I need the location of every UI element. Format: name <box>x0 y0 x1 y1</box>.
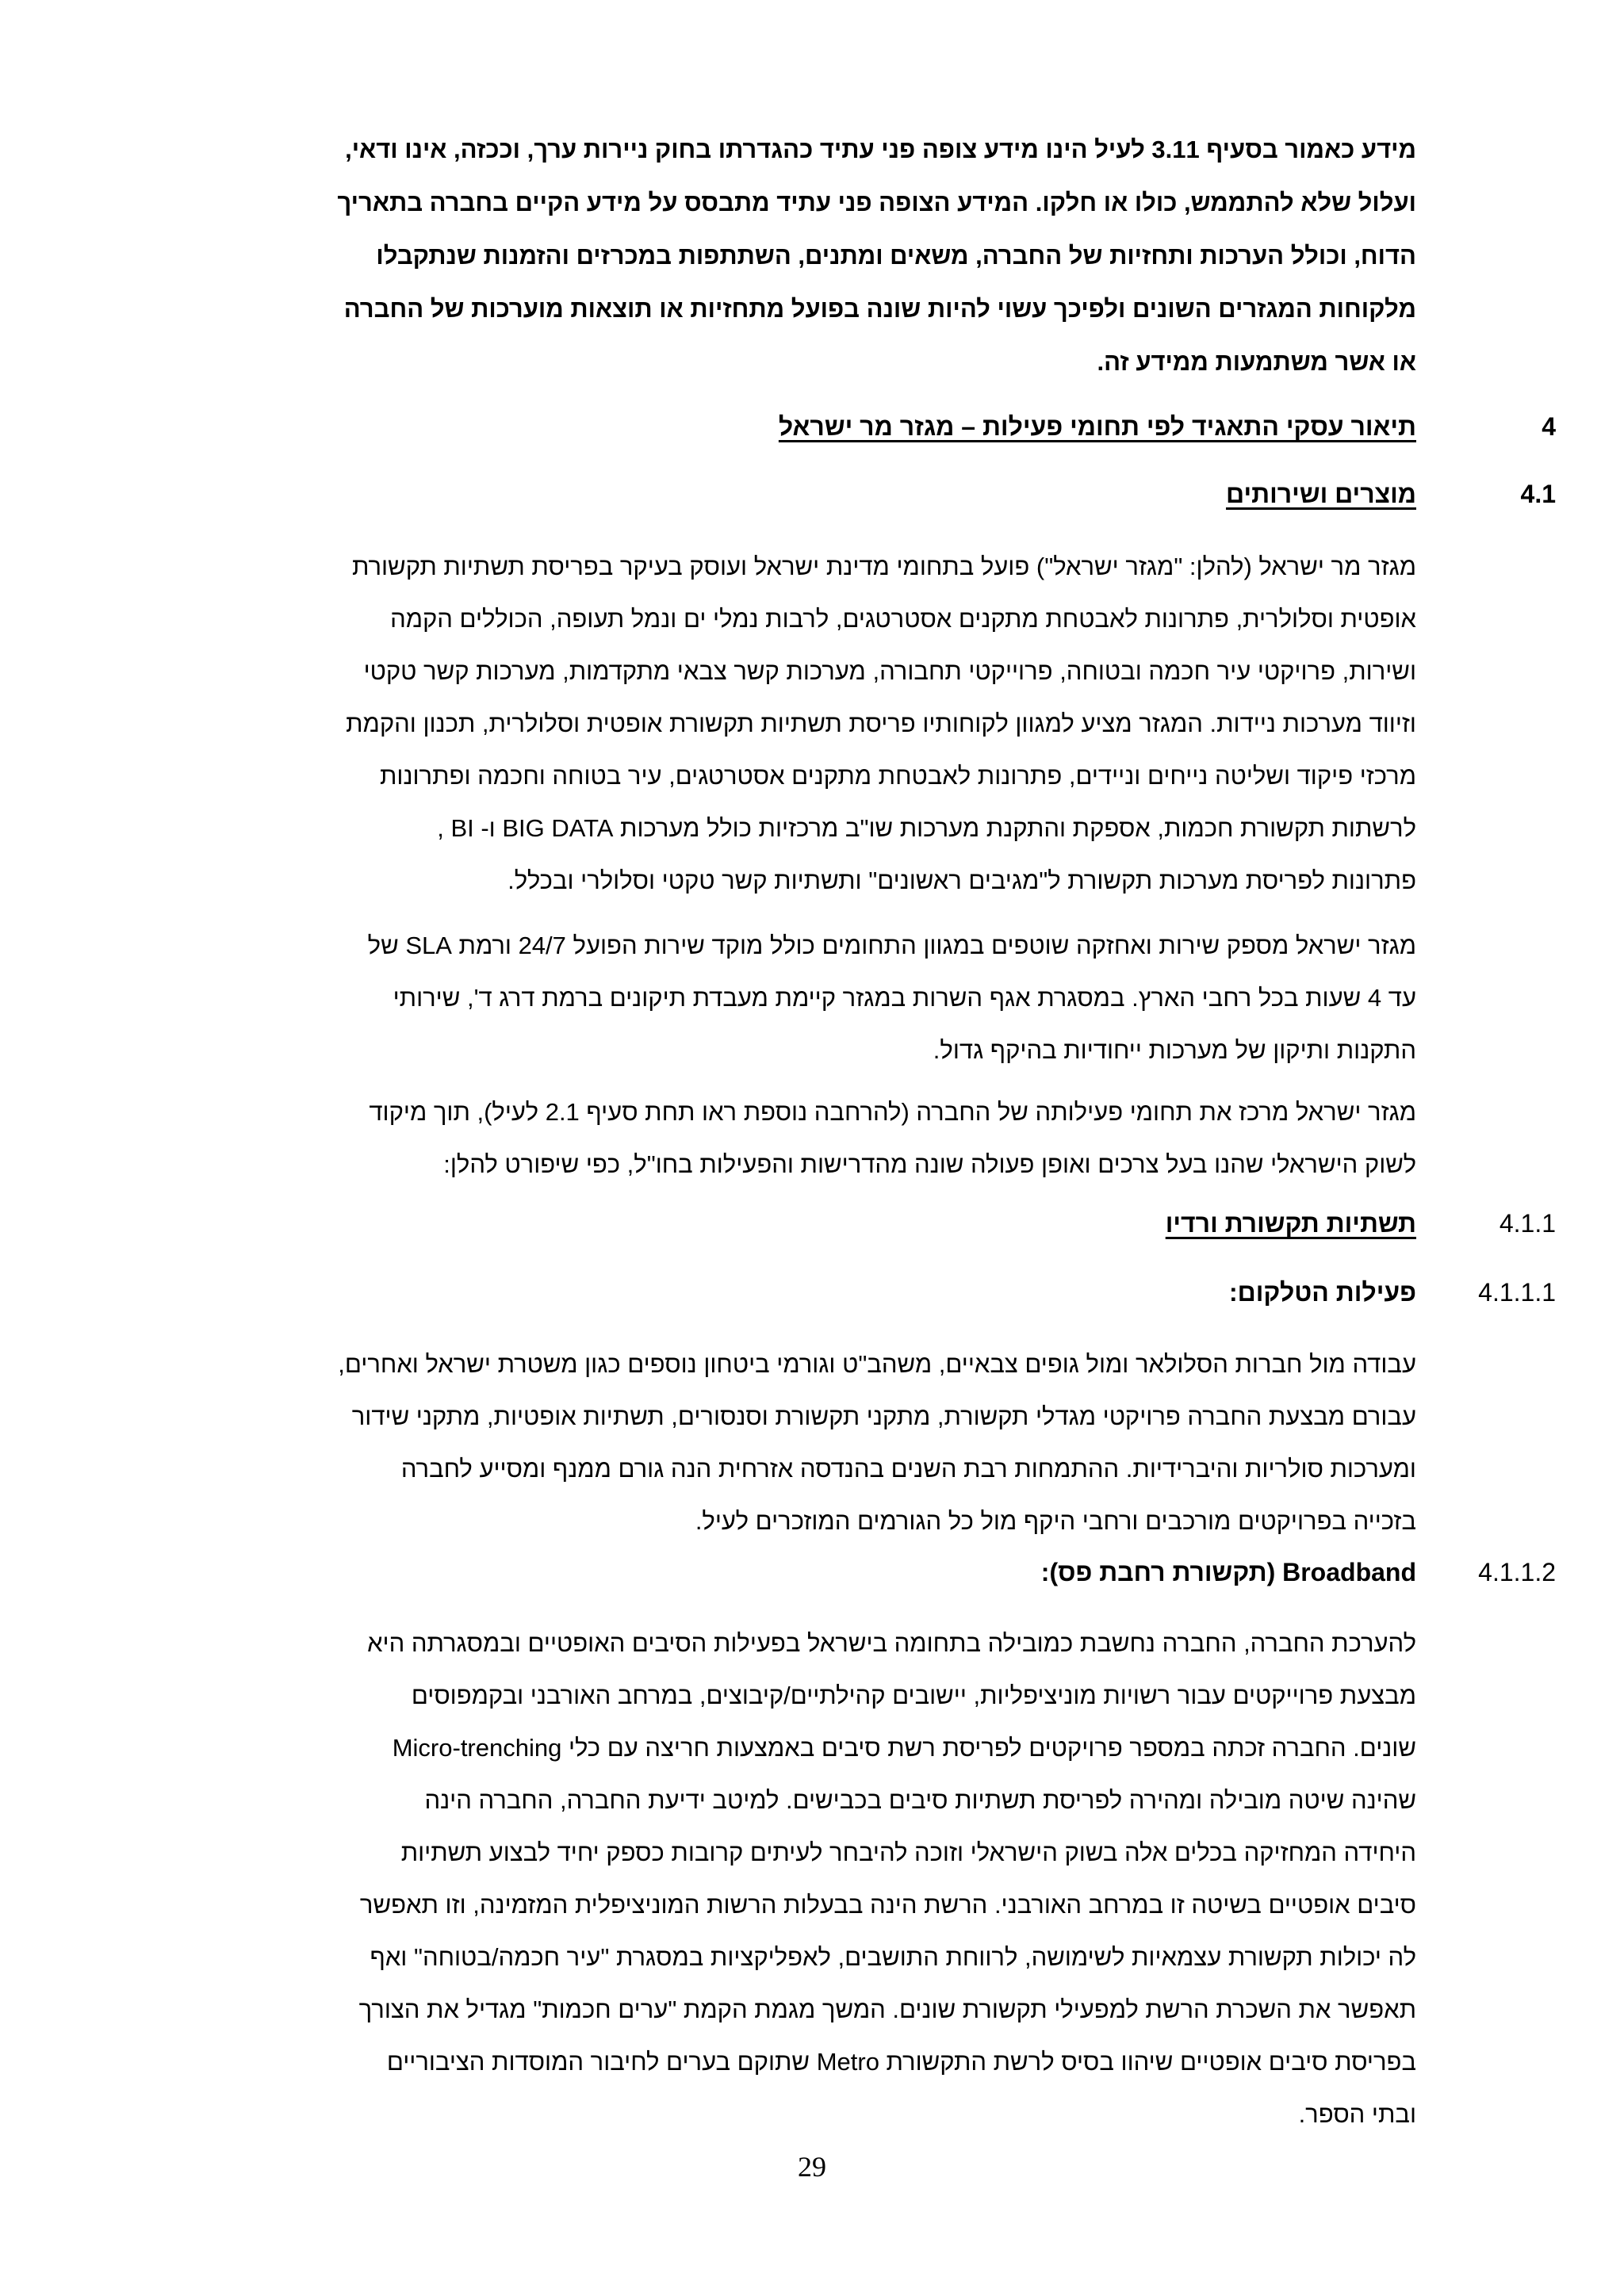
paragraph-line: עד 4 שעות בכל רחבי הארץ. במסגרת אגף השרות במגזר קיימת מעבדת תיקונים ברמת דרג ד', שירותי <box>393 984 1416 1012</box>
section-4-heading <box>219 412 1556 460</box>
paragraph-line: מגזר מר ישראל (להלן: "מגזר ישראל") פועל בתחומי מדינת ישראל ועוסק בעיקר בפריסת תשתיות תקשורת <box>351 553 1416 580</box>
paragraph-line: בזכייה בפרויקטים מורכבים ורחבי היקף מול כל הגורמים המוזכרים לעיל. <box>695 1507 1416 1535</box>
section-title: מוצרים ושירותים <box>1226 480 1416 508</box>
broadband-paragraph <box>219 1617 1416 2141</box>
paragraph-line: ומערכות סולריות והיברידיות. ההתמחות רבת השנים בהנדסה אזרחית הנה גורם ממנף ומסייע לחברה <box>400 1455 1416 1483</box>
paragraph-line: עבודה מול חברות הסלולאר ומול גופים צבאיים, משהב"ט וגורמי ביטחון נוספים כגון משטרת ישראל ואחרים, <box>338 1350 1416 1378</box>
paragraph-line: הדוח, וכולל הערכות ותחזיות של החברה, משאים ומתנים, השתתפות במכרזים והזמנות שנתקבלו <box>376 242 1416 270</box>
section-number: 4.1.1.2 <box>1478 1558 1556 1586</box>
paragraph-line: להערכת החברה, החברה נחשבת כמובילה בתחומה בישראל בפעילות הסיבים האופטיים ובמסגרתה היא <box>367 1629 1416 1657</box>
paragraph-line: אופטית וסלולרית, פתרונות לאבטחת מתקנים אסטרטגים, לרבות נמלי ים ונמל תעופה, הכוללים הקמה <box>390 605 1416 633</box>
paragraph-line: בפריסת סיבים אופטיים שיהוו בסיס לרשת התקשורת Metro שתוקם בערים לחיבור המוסדות הציבוריים <box>386 2048 1416 2076</box>
paragraph-line: מרכזי פיקוד ושליטה נייחים וניידים, פתרונות לאבטחת מתקנים אסטרטגים, עיר בטוחה וחכמה ופתרונות <box>379 762 1416 790</box>
section-number: 4.1.1 <box>1499 1209 1556 1238</box>
paragraph-line: התקנות ותיקון של מערכות ייחודיות בהיקף גדול. <box>933 1036 1416 1064</box>
section-title: תיאור עסקי התאגיד לפי תחומי פעילות – מגזר מר ישראל <box>778 412 1416 441</box>
section-4-1-heading <box>219 480 1556 527</box>
page-number: 29 <box>798 2151 826 2183</box>
paragraph-line: או אשר משתמעות ממידע זה. <box>1097 348 1416 376</box>
paragraph-line: ושירות, פרויקטי עיר חכמה ובטוחה, פרוייקטי תחבורה, מערכות קשר צבאי מתקדמות, מערכות קשר טקטי <box>363 657 1416 685</box>
paragraph-line: עבורם מבצעת החברה פרויקטי מגדלי תקשורת, מתקני תקשורת וסנסורים, תשתיות אופטיות, מתקני שידור <box>351 1402 1416 1430</box>
paragraph-line: וזיווד מערכות ניידות. המגזר מציע למגוון לקוחותיו פריסת תשתיות תקשורת אופטית וסלולרית, תכנון והקמת <box>346 710 1416 737</box>
paragraph-line: היחידה המחזיקה בכלים אלה בשוק הישראלי וזוכה להיבחר לעיתים קרובות כספק יחיד לבצוע תשתיות <box>400 1839 1416 1866</box>
section-title: Broadband (תקשורת רחבת פס): <box>1040 1558 1416 1586</box>
service-paragraph <box>219 920 1416 1077</box>
products-paragraph <box>219 541 1416 907</box>
section-title: תשתיות תקשורת ורדיו <box>1165 1209 1416 1238</box>
paragraph-line: לשוק הישראלי שהנו בעל צרכים ואופן פעולה שונה מהדרישות והפעילות בחו"ל, כפי שיפורט להלן: <box>443 1150 1416 1178</box>
section-4-1-1-2-heading <box>219 1558 1556 1605</box>
intro-paragraph <box>219 123 1416 388</box>
focus-paragraph <box>219 1086 1416 1191</box>
paragraph-line: מגזר ישראל מספק שירות ואחזקה שוטפים במגוון התחומים כולל מוקד שירות הפועל 24/7 ורמת SLA של <box>367 932 1416 959</box>
paragraph-line: ובתי הספר. <box>1298 2100 1416 2128</box>
paragraph-line: ועלול שלא להתממש, כולו או חלקו. המידע הצופה פני עתיד מתבסס על מידע הקיים בחברה בתאריך <box>337 189 1416 216</box>
section-number: 4.1.1.1 <box>1478 1278 1556 1307</box>
section-number: 4.1 <box>1520 480 1556 508</box>
paragraph-line: תאפשר את השכרת הרשת למפעילי תקשורת שונים. המשך מגמת הקמת "ערים חכמות" מגדיל את הצורך <box>358 1996 1416 2023</box>
paragraph-line: שהינה שיטה מובילה ומהירה לפריסת תשתיות סיבים בכבישים. למיטב ידיעת החברה, החברה הינה <box>424 1786 1416 1814</box>
section-number: 4 <box>1542 412 1556 441</box>
paragraph-line: מלקוחות המגזרים השונים ולפיכך עשוי להיות שונה בפועל מתחזיות או תוצאות מוערכות של החברה <box>343 295 1416 323</box>
telecom-paragraph <box>219 1338 1416 1548</box>
section-4-1-1-heading <box>219 1209 1556 1257</box>
paragraph-line: סיבים אופטיים בשיטה זו במרחב האורבני. הרשת הינה בבעלות הרשות המוניציפלית המזמינה, וזו תאפשר <box>359 1891 1416 1919</box>
paragraph-line: לרשתות תקשורת חכמות, אספקת והתקנת מערכות שו"ב מרכזיות כולל מערכות BIG DATA ו- BI , <box>437 814 1416 842</box>
section-4-1-1-1-heading <box>219 1278 1556 1326</box>
paragraph-line: מבצעת פרוייקטים עבור רשויות מוניציפליות, יישובים קהילתיים/קיבוצים, במרחב האורבני ובקמפוסים <box>411 1682 1416 1709</box>
paragraph-line: מגזר ישראל מרכז את תחומי פעילותה של החברה (להרחבה נוספת ראו תחת סעיף 2.1 לעיל), תוך מיקוד <box>369 1098 1416 1126</box>
paragraph-line: שונים. החברה זכתה במספר פרויקטים לפריסת רשת סיבים באמצעות חריצה עם כלי Micro-trenching <box>392 1734 1416 1762</box>
section-title: פעילות הטלקום: <box>1228 1278 1416 1307</box>
paragraph-line: פתרונות לפריסת מערכות תקשורת ל"מגיבים ראשונים" ותשתיות קשר טקטי וסלולרי ובכלל. <box>508 867 1416 894</box>
paragraph-line: לה יכולות תקשורת עצמאיות לשימושה, לרווחת התושבים, לאפליקציות במסגרת "עיר חכמה/בטוחה" ואף <box>370 1943 1416 1971</box>
paragraph-line: מידע כאמור בסעיף 3.11 לעיל הינו מידע צופה פני עתיד כהגדרתו בחוק ניירות ערך, וככזה, אינו ודאי, <box>345 136 1416 163</box>
